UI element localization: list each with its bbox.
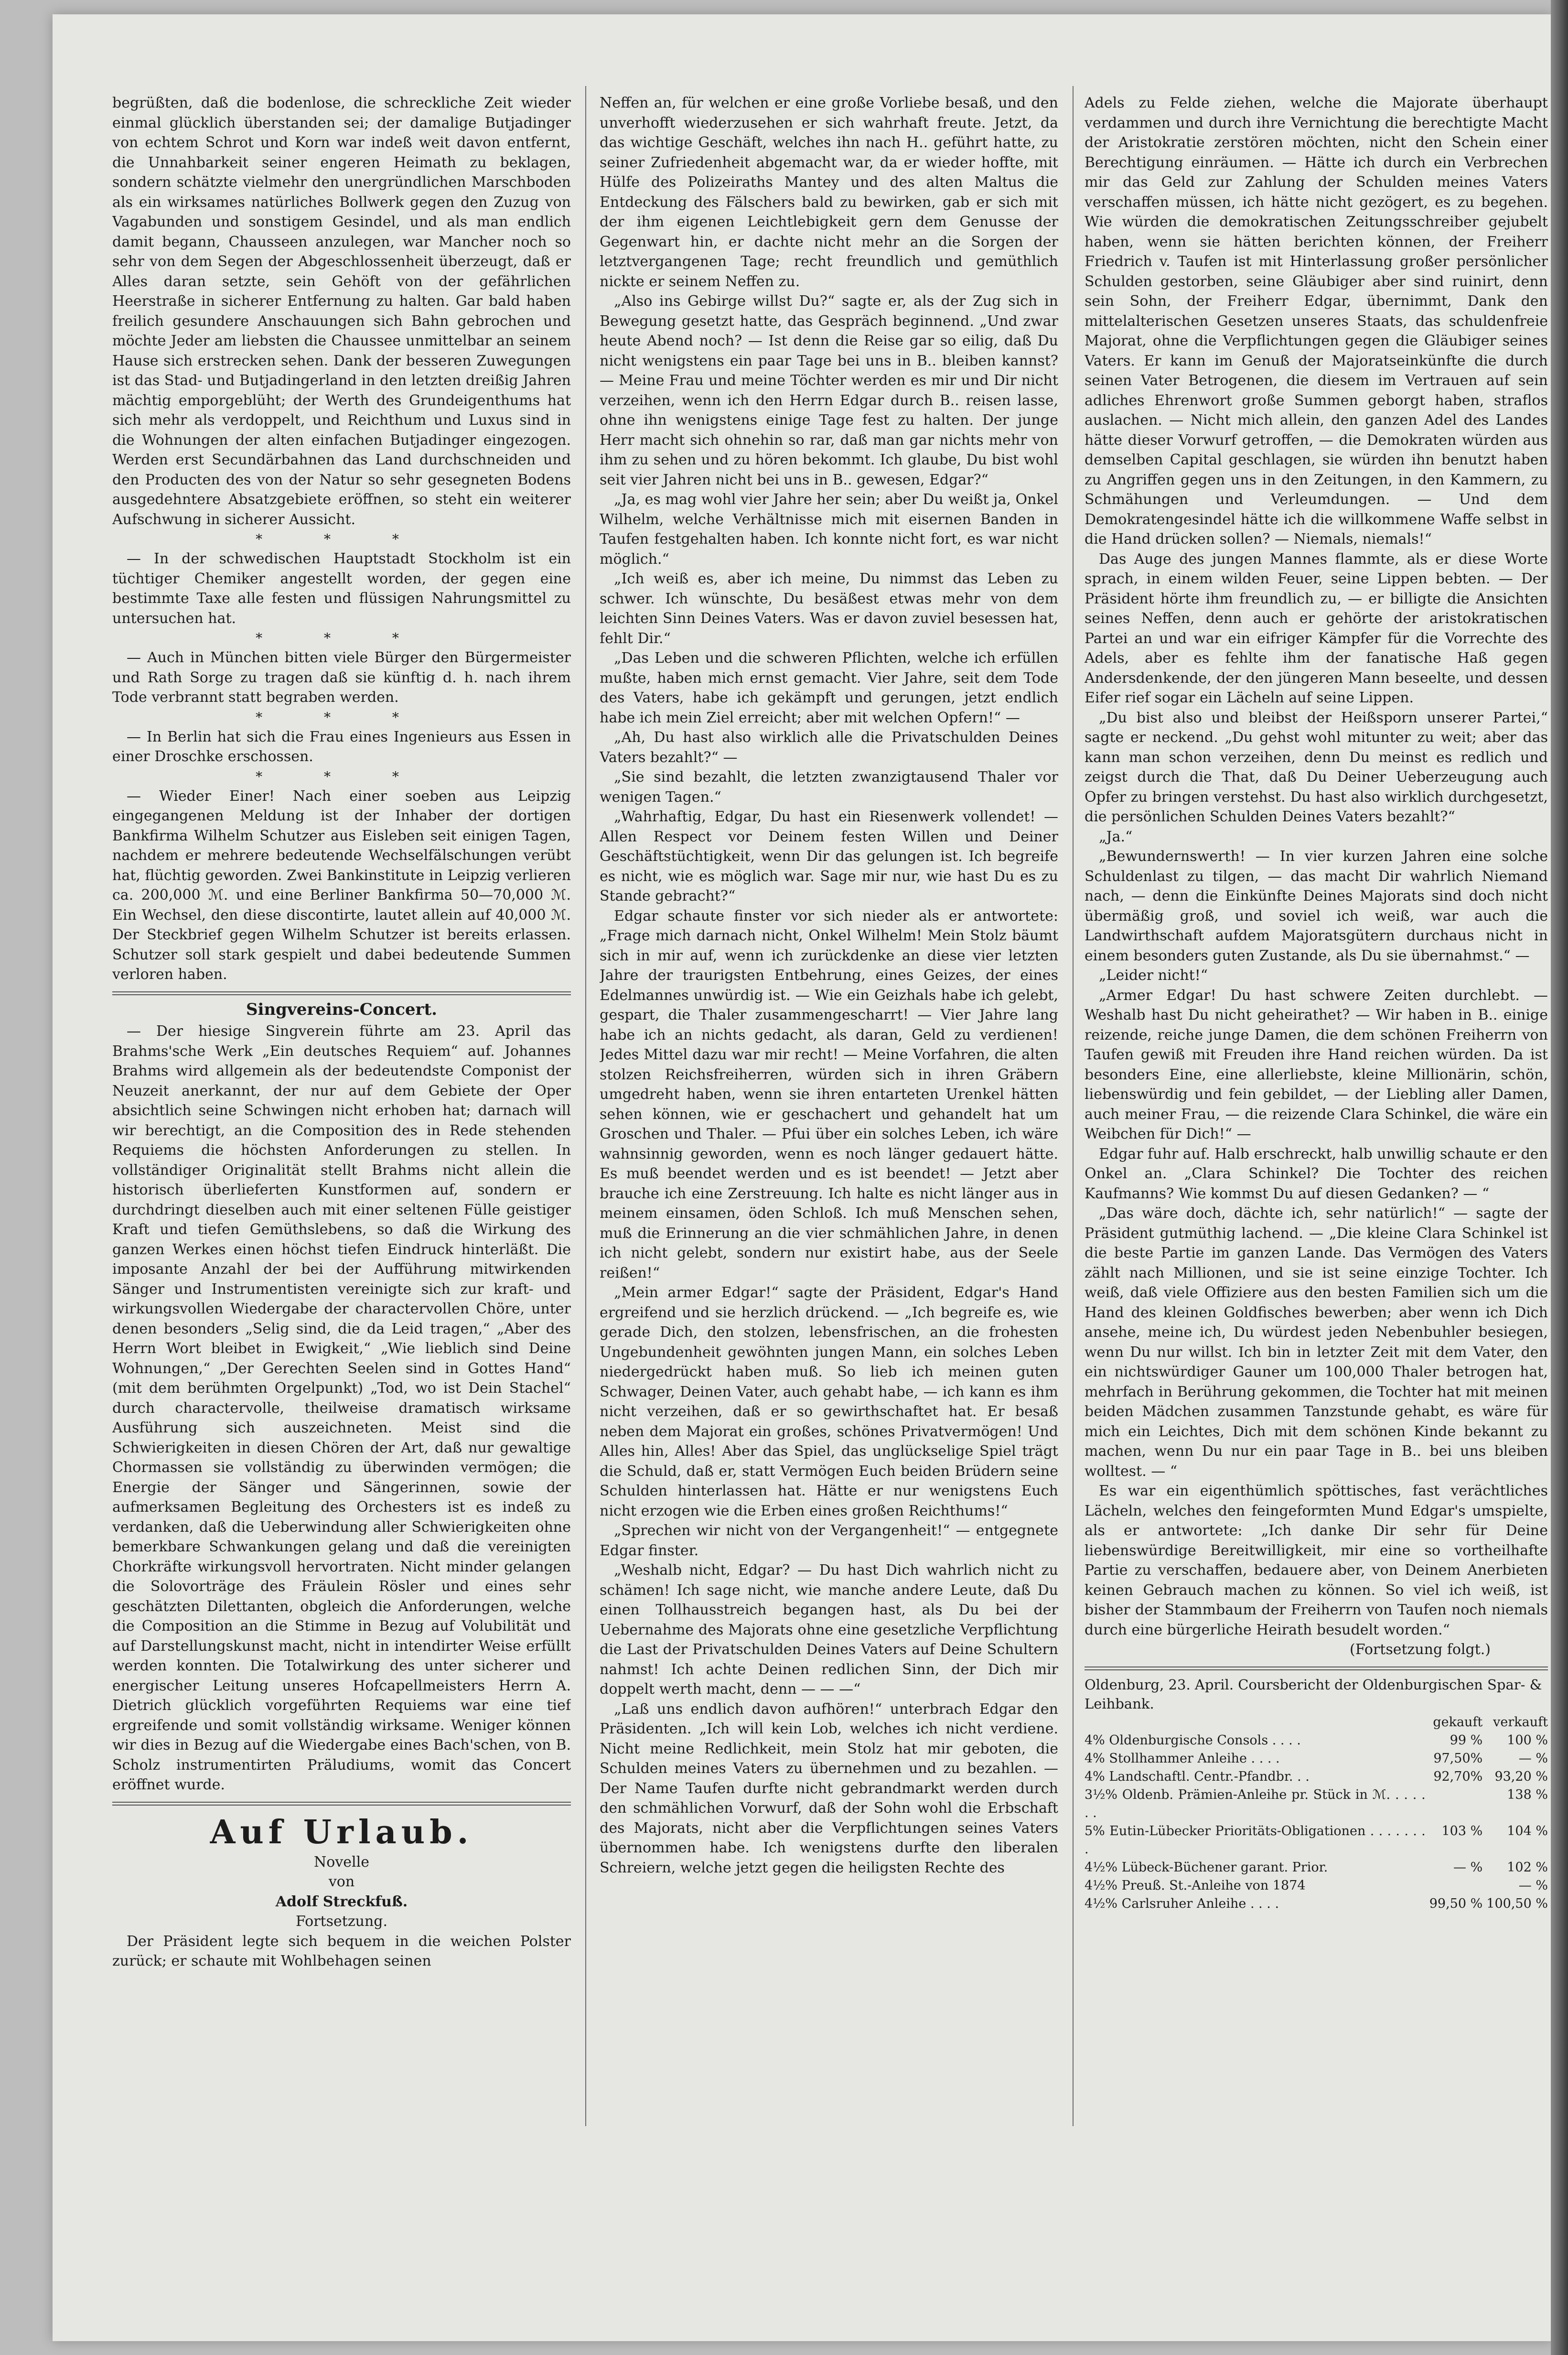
bourse-cell-sell: 102 % [1507,1860,1548,1875]
novel-paragraph: „Ja, es mag wohl vier Jahre her sein; aber Du weißt ja, Onkel Wilhelm, welche Verhältnisse mich mit eisernen Banden in Taufen festgehalten haben. Ich konnte nicht fort, es war nicht möglich.“ [600,491,1058,568]
bourse-cell-name: 4½% Preuß. St.-Anleihe von 1874 [1085,1878,1306,1893]
bourse-cell-name: 4% Landschaftl. Centr.-Pfandbr. . . [1085,1769,1310,1784]
column-left [112,93,571,2310]
novel-paragraph: Edgar schaute finster vor sich nieder als er antwortete: „Frage mich darnach nicht, Onkel Wilhelm! Mein Stolz bäumt sich in mir auf, wenn ich zurückdenke an diese vier letzten Jahre der traurigsten Entbehrung, eines Geizes, der eines Edelmannes unwürdig ist. — Wie ein Geizhals habe ich gelebt, gespart, die Thaler zusammengescharrt! — Vier Jahre lang habe ich an nichts gedacht, als daran, Geld zu verdienen! Jedes Mittel dazu war mir recht! — Meine Vorfahren, die alten stolzen Reichsfreiherren, würden sich in ihren Gräbern umgedreht haben, wenn sie ihren entarteten Urenkel hätten sehen können, wie er geschachert und gehandelt hat um Groschen und Thaler. — Pfui über ein solches Leben, ich wäre wahnsinnig geworden, wenn es noch länger gedauert hätte. Es muß beendet werden und es ist beendet! — Jetzt aber brauche ich eine Zerstreuung. Ich halte es nicht länger aus in meinem einsamen, öden Schloß. Ich muß Menschen sehen, muß die Erinnerung an die vier schmählichen Jahre, in denen ich nicht gelebt, sondern nur existirt habe, aus der Seele reißen!“ [600,907,1058,1281]
novel-paragraph: „Armer Edgar! Du hast schwere Zeiten durchlebt. — Weshalb hast Du nicht geheirathet? — Wir haben in B.. einige reizende, reiche junge Damen, die dem schönen Freiherrn von Taufen gewiß mit Freuden ihre Hand reichen würden. Da ist besonders Eine, eine allerliebste, kleine Millionärin, schön, liebenswürdig und fein gebildet, — der Liebling aller Damen, auch meiner Frau, — die reizende Clara Schinkel, die wäre ein Weibchen für Dich!“ — [1085,987,1548,1142]
bourse-cell-name: 3½% Oldenb. Prämien-Anleihe pr. Stück in ℳ. . . . . . . [1085,1787,1426,1820]
article-butjadingen: begrüßten, daß die bodenlose, die schreckliche Zeit wieder einmal glücklich überstanden sei; der damalige Butjadinger von echtem Schrot und Korn war indeß weit davon entfernt, die Unnahbarkeit seiner engeren Heimath zu beklagen, sondern schätzte vielmehr den unergründlichen Marschboden als ein wirksames natürliches Bollwerk gegen den Zuzug von Vagabunden und sonstigem Gesindel, und als man endlich damit begann, Chausseen anzulegen, war Mancher noch so sehr von dem Segen der Abgeschlossenheit überzeugt, daß er Alles daran setzte, sein Gehöft von der gefährlichen Heerstraße in sicherer Entfernung zu halten. Gar bald haben freilich gesundere Anschauungen sich Bahn gebrochen und möchte Jeder am liebsten die Chaussee unmittelbar an seinem Hause sich erstrecken sehen. Dank der besseren Zuwegungen ist das Stad- und Butjadingerland in den letzten dreißig Jahren mächtig emporgeblüht; der Werth des Grundeigenthums hat sich mehr als verdoppelt, und Reichthum und Luxus sind in die Wohnungen der alten einfachen Butjadinger eingezogen. Werden erst Secundärbahnen das Land durchschneiden und den Producten des von der Natur so sehr gesegneten Bodens ausgedehntere Absatzgebiete eröffnen, so steht ein weiterer Aufschwung in sicherer Aussicht. [112,95,571,528]
novel-genre: Novelle [314,1853,369,1871]
bourse-row [1085,1895,1548,1913]
novel-paragraph: Es war ein eigenthümlich spöttisches, fast verächtliches Lächeln, welches den feingeformten Mund Edgar's umspielte, als er antwortete: „Ich danke Dir sehr für Deine liebenswürdige Bereitwilligkeit, mir eine so vortheilhafte Partie zu verschaffen, bedauere aber, von Deinem Anerbieten keinen Gebrauch machen zu können. So viel ich weiß, ist bisher der Stammbaum der Freiherrn von Taufen noch niemals durch eine bürgerliche Heirath besudelt worden.“ [1085,1483,1548,1638]
novel-paragraph: „Das Leben und die schweren Pflichten, welche ich erfüllen mußte, haben mich ernst gemacht. Vier Jahre, seit dem Tode des Vaters, habe ich gekämpft und gerungen, jetzt endlich habe ich mein Ziel erreicht; aber mit welchen Opfern!“ — [600,650,1058,726]
bourse-cell-name: 4½% Carlsruher Anleihe . . . . [1085,1896,1279,1911]
bourse-cell-buy: — % [1453,1860,1483,1875]
novel-paragraph: „Das wäre doch, dächte ich, sehr natürlich!“ — sagte der Präsident gutmüthig lachend. — „Die kleine Clara Schinkel ist die beste Partie im ganzen Lande. Das Vermögen des Vaters zählt nach Millionen, und sie ist seine einzige Tochter. Ich weiß, daß viele Offiziere aus den besten Familien sich um die Hand des kleinen Goldfisches bewerben; aber wenn ich Dich ansehe, meine ich, Du würdest jeden Nebenbuhler besiegen, wenn Du nur willst. Ich bin in letzter Zeit mit dem Vater, den ein nichtswürdiger Gauner um 100,000 Thaler betrogen hat, mehrfach in Berührung gekommen, die Tochter hat mit meinen beiden Mädchen zusammen Tanzstunde gehabt, es wäre für mich ein Leichtes, Dich mit dem schönen Kinde bekannt zu machen, wenn Du nur ein paar Tage in B.. bei uns bleiben wolltest. — “ [1085,1205,1548,1480]
column-rule [585,86,586,2126]
novel-paragraph: „Also ins Gebirge willst Du?“ sagte er, als der Zug sich in Bewegung gesetzt hatte, das Gespräch beginnend. „Und zwar heute Abend noch? — Ist denn die Reise gar so eilig, daß Du nicht wenigstens ein paar Tage bei uns in B.. bleiben kannst? — Meine Frau und meine Töchter werden es mir und Dir nicht verzeihen, wenn ich den Herrn Edgar durch B.. reisen lasse, ohne ihn wenigstens einige Tage fest zu halten. Der junge Herr macht sich ohnehin so rar, daß man gar nichts mehr von ihm zu sehen und zu hören bekommt. Ich glaube, Du bist wohl seit vier Jahren nicht bei uns in B.. gewesen, Edgar?“ [600,293,1058,488]
novel-von: von [328,1873,355,1890]
page-edge-shadow [1551,0,1568,2355]
section-divider [1085,1667,1548,1670]
bourse-header-row [1085,1713,1548,1731]
bourse-cell-sell: 138 % [1507,1787,1548,1802]
news-berlin: — In Berlin hat sich die Frau eines Ingenieurs aus Essen in einer Droschke erschossen. [112,728,571,765]
column-rule [1073,86,1074,2126]
concert-heading: Singvereins-Concert. [246,1000,438,1019]
bourse-row [1085,1750,1548,1768]
novel-continuation-note: Fortsetzung. [295,1913,388,1930]
novel-paragraph: „Ich weiß es, aber ich meine, Du nimmst das Leben zu schwer. Ich wünschte, Du besäßest etwas mehr von dem leichten Sinn Deines Vaters. Was er davon zuviel besessen hat, fehlt Dir.“ [600,570,1058,647]
novel-paragraph: „Wahrhaftig, Edgar, Du hast ein Riesenwerk vollendet! — Allen Respect vor Deinem festen Willen und Deiner Geschäftstüchtigkeit, wenn Dir das gelungen ist. Ich begreife es nicht, wie es möglich war. Sage mir nur, wie hast Du es zu Stande gebracht?“ [600,808,1058,904]
novel-paragraph: Adels zu Felde ziehen, welche die Majorate überhaupt verdammen und durch ihre Vernichtung die berechtigte Macht der Aristokratie zerstören möchten, nicht den Schein einer Berechtigung einräumen. — Hätte ich durch ein Verbrechen mir das Geld zur Zahlung der Schulden meines Vaters verschaffen müssen, ich hätte nicht gezögert, es zu begehen. Wie würden die demokratischen Zeitungsschreiber gejubelt haben, wenn sie hätten berichten können, der Freiherr Friedrich v. Taufen ist mit Hinterlassung großer persönlicher Schulden gestorben, seine Gläubiger aber sind ruinirt, denn sein Sohn, der Freiherr Edgar, übernimmt, Dank den mittelalterischen Gesetzen unseres Staats, das schuldenfreie Majorat, ohne die Verpflichtungen gegen die Gläubiger seines Vaters. Er kann im Genuß der Majoratseinkünfte die durch seinen Vater Betrogenen, die diesem im Vertrauen auf sein adliches Ehrenwort große Summen geborgt haben, straflos auslachen. — Nicht mich allein, den ganzen Adel des Landes hätte dieser Vorwurf getroffen, — die Demokraten würden aus demselben Capital geschlagen, sie würden ihn benutzt haben zu Angriffen gegen uns in den Zeitungen, in den Kammern, zu Schmähungen und Verleumdungen. — Und dem Demokratengesindel hätte ich die willkommene Waffe selbst in die Hand drücken sollen? — Niemals, niemals!“ [1085,95,1548,548]
bourse-cell-sell: 93,20 % [1494,1769,1548,1784]
separator-stars: * * * [256,630,428,646]
news-wieder-einer: — Wieder Einer! Nach einer soeben aus Leipzig eingegangenen Meldung ist der Inhaber der dortigen Bankfirma Wilhelm Schutzer aus Eisleben seit einigen Tagen, nachdem er mehrere bedeutende Wechselfälschungen verübt hat, flüchtig geworden. Zwei Bankinstitute in Leipzig verlieren ca. 200,000 ℳ. und eine Berliner Bankfirma 50—70,000 ℳ. Ein Wechsel, den diese discontirte, lautet allein auf 40,000 ℳ. Der Steckbrief gegen Wilhelm Schutzer ist bereits erlassen. Schutzer soll stark gespielt und dabei bedeutende Summen verloren haben. [112,787,571,983]
to-be-continued: (Fortsetzung folgt.) [1350,1641,1491,1658]
news-stockholm: — In der schwedischen Hauptstadt Stockholm ist ein tüchtiger Chemiker angestellt worden, der gegen eine bestimmte Taxe alle festen und flüssigen Nahrungsmittel zu untersuchen hat. [112,550,571,627]
section-divider [112,1802,571,1806]
column-right [1085,93,1548,2310]
bourse-row [1085,1786,1548,1822]
separator-stars: * * * [256,768,428,785]
novel-paragraph: „Ah, Du hast also wirklich alle die Privatschulden Deines Vaters bezahlt?“ — [600,729,1058,766]
news-muenchen: — Auch in München bitten viele Bürger den Bürgermeister und Rath Sorge zu tragen daß sie künftig d. h. nach ihrem Tode verbrannt statt begraben werden. [112,649,571,706]
novel-paragraph: „Bewundernswerth! — In vier kurzen Jahren eine solche Schuldenlast zu tilgen, — das macht Dir wahrlich Niemand nach, — denn die Einkünfte Deines Majorats sind doch nicht übermäßig groß, und soviel ich weiß, war auch die Landwirthschaft aufdem Majoratsgütern durchaus nicht in einem besonders guten Zustande, als Du sie übernahmst.“ — [1085,848,1548,964]
bourse-heading: Oldenburg, 23. April. Coursbericht der Oldenburgischen Spar- & Leihbank. [1085,1676,1542,1712]
bourse-cell-buy: 99,50 % [1429,1896,1483,1911]
bourse-cell-buy: 99 % [1450,1732,1483,1748]
concert-review: — Der hiesige Singverein führte am 23. April das Brahms'sche Werk „Ein deutsches Requiem“ auf. Johannes Brahms wird allgemein als der bedeutendste Componist der Neuzeit anerkannt, der nur auf dem Gebiete der Oper absichtlich seine Schwingen nicht erhoben hat; darnach will wir berechtigt, an die Composition des in Rede stehenden Requiems die höchsten Anforderungen zu stellen. In vollständiger Originalität stellt Brahms nicht allein die historisch überlieferten Kunstformen auf, sondern er durchdringt dieselben auch mit einer seltenen Fülle geistiger Kraft und tiefen Gemüthslebens, so daß die Wirkung des ganzen Werkes einen höchst tiefen Eindruck hinterläßt. Die imposante Anzahl der bei der Aufführung mitwirkenden Sänger und Instrumentisten vereinigte sich zur kraft- und wirkungsvollen Wiedergabe der charactervollen Chöre, unter denen besonders „Selig sind, die da Leid tragen,“ „Aber des Herrn Wort bleibet in Ewigkeit,“ „Wie lieblich sind Deine Wohnungen,“ „Der Gerechten Seelen sind in Gottes Hand“ (mit dem berühmten Orgelpunkt) „Tod, wo ist Dein Stachel“ durch charactervolle, theilweise dramatisch wirksame Ausführung sich auszeichneten. Meist sind die Schwierigkeiten in diesen Chören der Art, daß nur gewaltige Chormassen sie vollständig zu überwinden vermögen; die Energie der Sänger und Sängerinnen, sowie der aufmerksamen Begleitung des Orchesters ist es indeß zu verdanken, daß die Ueberwindung aller Schwierigkeiten ohne bemerkbare Schwankungen gelang und daß die vereinigten Chorkräfte wirkungsvoll hervortraten. Nicht minder gelangen die Solovorträge des Fräulein Rösler und eines sehr geschätzten Dilettanten, obgleich die Anforderungen, welche die Composition an die Stimme in Bezug auf Volubilität und auf Darstellungskunst macht, nicht in intendirter Weise erfüllt werden konnten. Die Totalwirkung des unter sicherer und energischer Leitung unseres Hofcapellmeisters Herrn A. Dietrich glücklich vorgeführten Requiems war eine tief ergreifende und somit vollständig wirksame. Weniger können wir dies in Bezug auf die Wiedergabe eines Bach'schen, von B. Scholz instrumentirten Präludiums, womit das Concert eröffnet wurde. [112,1023,571,1793]
bourse-cell-name: 5% Eutin-Lübecker Prioritäts-Obligationen . . . . . . . . [1085,1823,1426,1857]
bourse-cell-buy: 92,70% [1433,1769,1483,1784]
novel-paragraph: „Laß uns endlich davon aufhören!“ unterbrach Edgar den Präsidenten. „Ich will kein Lob, welches ich nicht verdiene. Nicht meine Redlichkeit, mein Stolz hat mir geboten, die Schulden meines Vaters zu übernehmen und zu bezahlen. — Der Name Taufen durfte nicht gebrandmarkt werden durch den schmählichen Vorwurf, daß der Sohn wohl die Erbschaft des Majorats, nicht aber die Verpflichtungen seines Vaters übernommen habe. Ich wenigstens durfte den liberalen Schreiern, welche jetzt gegen die heiligsten Rechte des [600,1700,1058,1876]
novel-text-continued [1085,93,1548,1640]
novel-paragraph: Neffen an, für welchen er eine große Vorliebe besaß, und den unverhofft wiederzusehen er sich wahrhaft freute. Jetzt, da das wichtige Geschäft, welches ihn nach H.. geführt hatte, zu seiner Zufriedenheit abgemacht war, da er wieder hoffte, mit Hülfe des Polizeiraths Mantey und des alten Maltus die Entdeckung des Fälschers bald zu bewirken, gab er sich mit der ihm eigenen Leichtlebigkeit gern dem Genusse der Gegenwart hin, er dachte nicht mehr an die Sorgen der letztvergangenen Tage; recht freundlich und gemüthlich nickte er seinem Neffen zu. [600,95,1058,290]
bourse-row [1085,1859,1548,1877]
bourse-cell-buy: 97,50% [1433,1751,1483,1766]
novel-paragraph: „Sie sind bezahlt, die letzten zwanzigtausend Thaler vor wenigen Tagen.“ [600,769,1058,806]
novel-text-start: Der Präsident legte sich bequem in die weichen Polster zurück; er schaute mit Wohlbehagen seinen [112,1933,571,1969]
bourse-row [1085,1822,1548,1859]
bourse-col-verkauft: verkauft [1493,1714,1548,1730]
section-divider [112,991,571,995]
novel-paragraph: „Weshalb nicht, Edgar? — Du hast Dich wahrlich nicht zu schämen! Ich sage nicht, wie manche andere Leute, daß Du einen Tollhausstreich begangen hast, als Du bei der Uebernahme des Majorats ohne eine gesetzliche Verpflichtung die Last der Privatschulden Deines Vaters auf Deine Schultern nahmst! Ich achte Deinen redlichen Sinn, der Dich mir doppelt werth macht, denn — — —“ [600,1562,1058,1698]
bourse-cell-buy [1426,1877,1483,1895]
bourse-cell-buy: 103 % [1441,1823,1483,1839]
bourse-cell-name: 4% Oldenburgische Consols . . . . [1085,1732,1301,1748]
bourse-row [1085,1731,1548,1750]
novel-paragraph: „Sprechen wir nicht von der Vergangenheit!“ — entgegnete Edgar finster. [600,1522,1058,1559]
bourse-cell-sell: — % [1518,1751,1548,1766]
bourse-cell-sell: — % [1518,1878,1548,1893]
bourse-cell-sell: 100 % [1507,1732,1548,1748]
novel-paragraph: „Leider nicht!“ [1099,967,1208,984]
bourse-cell-name: 4% Stollhammer Anleihe . . . . [1085,1751,1280,1766]
bourse-row [1085,1877,1548,1895]
bourse-col-gekauft: gekauft [1433,1714,1483,1730]
bourse-cell-sell: 100,50 % [1486,1896,1548,1911]
separator-stars: * * * [256,531,428,547]
novel-paragraph: „Ja.“ [1099,828,1133,845]
novel-title: Auf Urlaub. [210,1813,473,1851]
novel-paragraph: Das Auge des jungen Mannes flammte, als er diese Worte sprach, in einem wilden Feuer, seine Lippen bebten. — Der Präsident hörte ihm freundlich zu, — er billigte die Ansichten seines Neffen, denn auch er gehörte der aristokratischen Partei an und war ein eifriger Kämpfer für die Vorrechte des Adels, aber es fehlte ihm der fanatische Haß gegen Andersdenkende, der den jüngeren Mann beseelte, und dessen Eifer rief sogar ein Lächeln auf seine Lippen. [1085,550,1548,706]
bourse-cell-sell: 104 % [1507,1823,1548,1839]
column-middle [600,93,1058,2310]
bourse-cell-name: 4½% Lübeck-Büchener garant. Prior. [1085,1860,1328,1875]
bourse-table [1085,1713,1548,1913]
bourse-row [1085,1768,1548,1786]
novel-author: Adolf Streckfuß. [275,1893,408,1910]
bourse-cell-buy [1426,1786,1483,1822]
separator-stars: * * * [256,709,428,725]
novel-paragraph: „Du bist also und bleibst der Heißsporn unserer Partei,“ sagte er neckend. „Du gehst wohl mitunter zu weit; aber das kann man schon verzeihen, denn Du meinst es redlich und zeigst durch die That, daß Du Deiner Ueberzeugung auch Opfer zu bringen verstehst. Du hast also wirklich durchgesetzt, die persönlichen Schulden Deines Vaters bezahlt?“ [1085,709,1548,825]
novel-paragraph: Edgar fuhr auf. Halb erschreckt, halb unwillig schaute er den Onkel an. „Clara Schinkel? Die Tochter des reichen Kaufmanns? Wie kommst Du auf diesen Gedanken? — “ [1085,1145,1548,1202]
novel-paragraph: „Mein armer Edgar!“ sagte der Präsident, Edgar's Hand ergreifend und sie herzlich drückend. — „Ich begreife es, wie gerade Dich, den stolzen, lebensfrischen, an die frohesten Ungebundenheit gewöhnten jungen Mann, ein solches Leben niedergedrückt haben muß. So lieb ich meinen guten Schwager, Deinen Vater, auch gehabt habe, — ich kann es ihm nicht verzeihen, daß er so gewirthschaftet hat. Er besaß neben dem Majorat ein großes, schönes Privatvermögen! Und Alles hin, Alles! Aber das Spiel, das unglückselige Spiel trägt die Schuld, daß er, statt Vermögen Euch beiden Brüdern seine Schulden hinterlassen hat. Hätte er nur wenigstens Euch nicht erzogen wie die Erben eines großen Reichthums!“ [600,1284,1058,1519]
